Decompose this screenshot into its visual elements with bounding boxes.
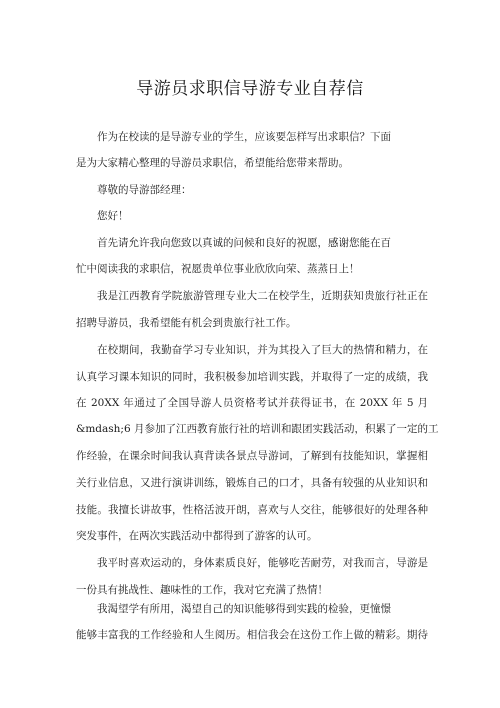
para3-line-6: 关行业信息，又进行演讲训练，锻炼自己的口才，具备有较强的从业知识和 <box>76 477 428 489</box>
para3-line-5: 作经验，在课余时间我认真背读各景点导游词，了解到有技能知识，掌握相 <box>76 450 428 462</box>
para5-line-2: 能够丰富我的工作经验和人生阅历。相信我会在这份工作上做的精彩。期待 <box>76 629 428 641</box>
para3-line-4: &mdash;6 月参加了江西教育旅行社的培训和跟团实践活动，积累了一定的工 <box>76 423 439 435</box>
para3-line-3: 在 20XX 年通过了全国导游人员资格考试并获得证书，在 20XX 年 5 月 <box>76 397 428 409</box>
para1-line-2: 忙中阅读我的求职信，祝愿贵单位事业欣欣向荣、蒸蒸日上！ <box>76 263 360 275</box>
para1-line-1: 首先请允许我向您致以真诚的问候和良好的祝愿，感谢您能在百 <box>97 237 391 249</box>
intro-line-2: 是为大家精心整理的导游员求职信，希望能给您带来帮助。 <box>76 157 349 169</box>
para3-line-1: 在校期间，我勤奋学习专业知识，并为其投入了巨大的热情和精力，在 <box>97 344 428 356</box>
para4-line-1: 我平时喜欢运动的，身体素质良好，能够吃苦耐劳，对我而言，导游是 <box>97 557 428 569</box>
para3-line-2: 认真学习课本知识的同时，我积极参加培训实践，并取得了一定的成绩，我 <box>76 371 428 383</box>
para3-line-8: 突发事件，在两次实践活动中都得到了游客的认可。 <box>76 530 318 542</box>
para2-line-2: 招聘导游员，我希望能有机会到贵旅行社工作。 <box>76 317 297 329</box>
intro-line-1: 作为在校读的是导游专业的学生，应该要怎样写出求职信？下面 <box>97 131 391 143</box>
salutation: 尊敬的导游部经理： <box>97 184 192 196</box>
para2-line-1: 我是江西教育学院旅游管理专业大二在校学生，近期获知贵旅行社正在 <box>97 290 428 302</box>
para3-line-7: 技能。我擅长讲故事，性格活波开朗，喜欢与人交往，能够很好的处理各种 <box>76 504 428 516</box>
document-title: 导游员求职信导游专业自荐信 <box>136 79 364 99</box>
greeting: 您好！ <box>97 210 129 222</box>
para4-line-2: 一份具有挑战性、趣味性的工作，我对它充满了热情！ <box>76 584 328 596</box>
para5-line-1: 我渴望学有所用，渴望自己的知识能够得到实践的检验，更憧憬 <box>97 603 391 615</box>
